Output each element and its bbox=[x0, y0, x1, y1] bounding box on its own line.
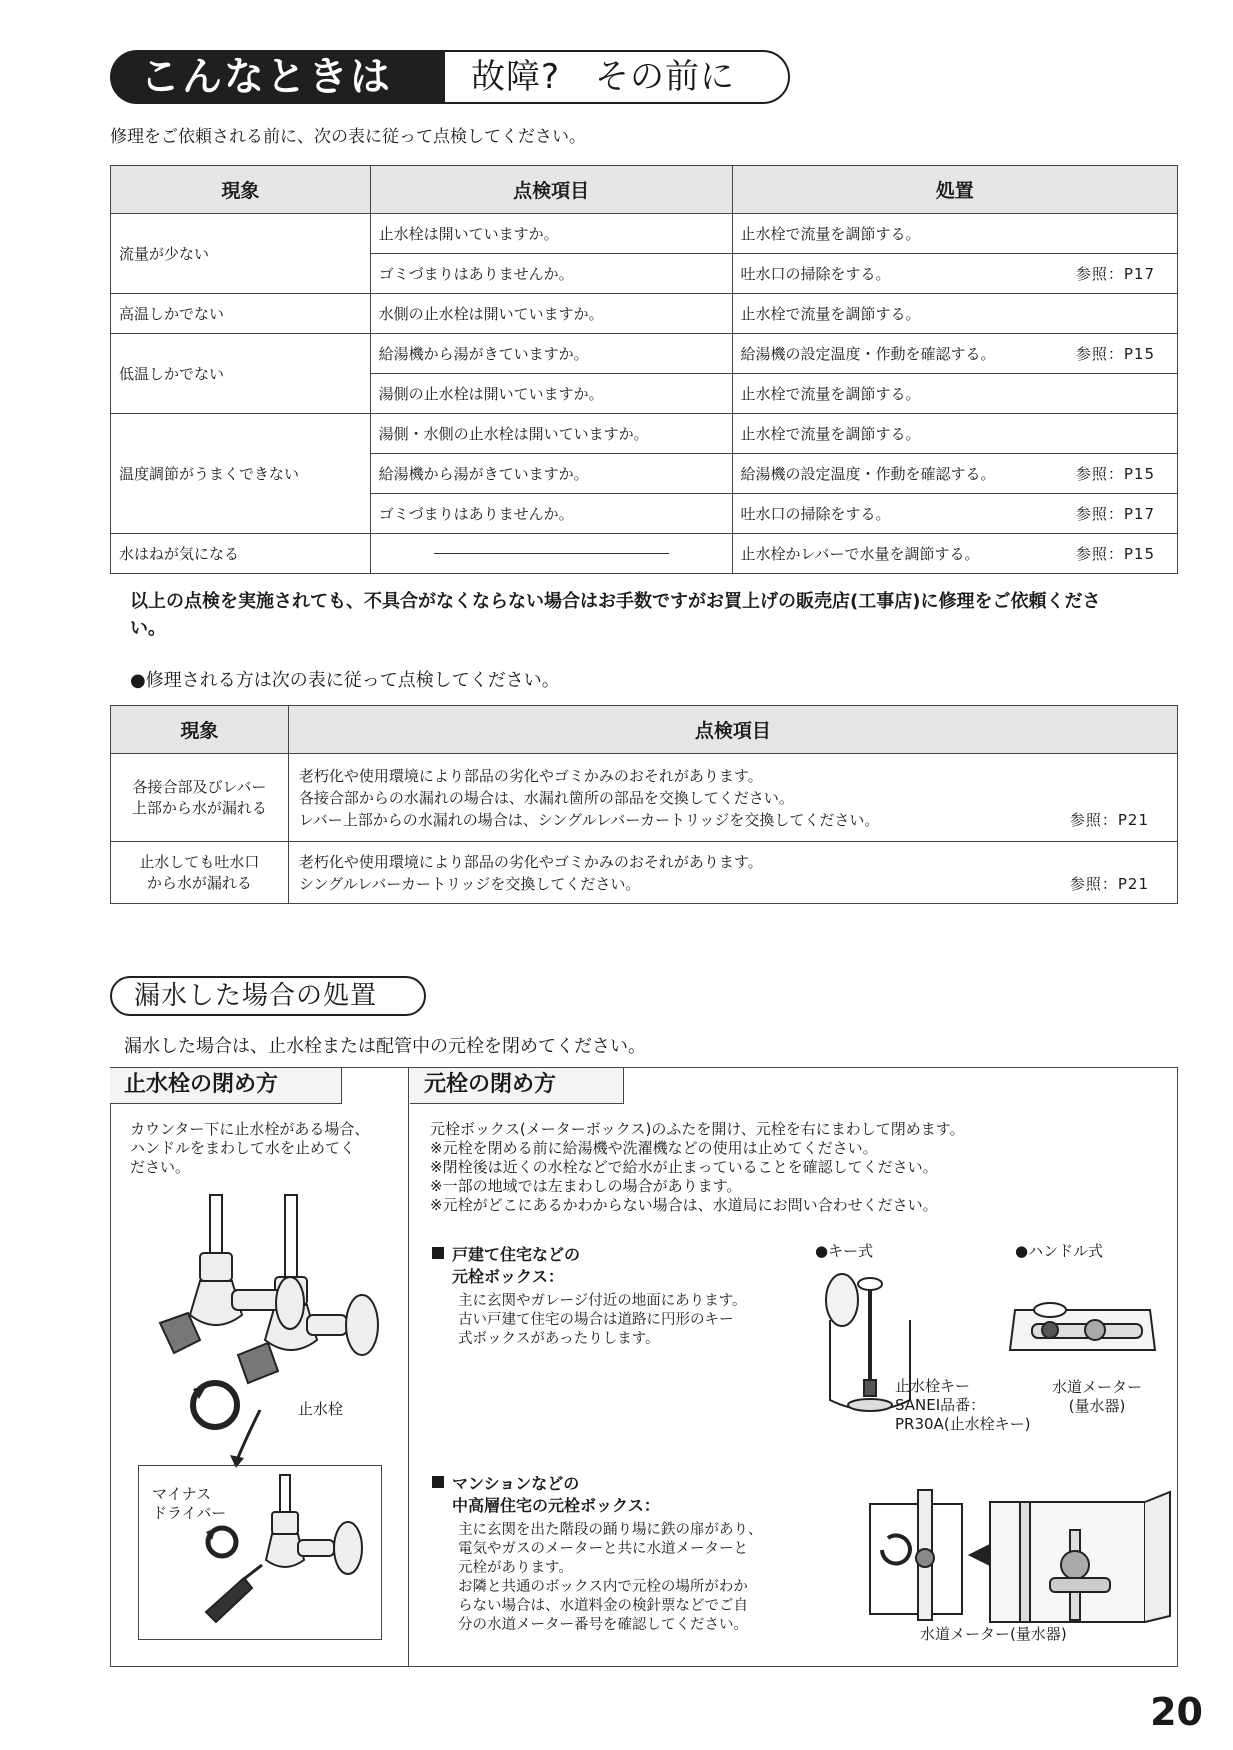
col-header-symptom: 現象 bbox=[111, 166, 371, 214]
heading-main-valve: 元栓の閉め方 bbox=[410, 1068, 624, 1104]
label-handle-type: ●ハンドル式 bbox=[1015, 1242, 1104, 1260]
text-line: SANEI品番： bbox=[895, 1396, 986, 1414]
text-line: 電気やガスのメーターと共に水道メーターと bbox=[458, 1541, 748, 1557]
action-cell bbox=[732, 534, 1177, 574]
handle-box-illustration bbox=[1010, 1290, 1160, 1370]
check-line: 老朽化や使用環境により部品の劣化やゴミかみのおそれがあります。 bbox=[298, 766, 763, 785]
page-reference: 参照：P15 bbox=[1075, 545, 1155, 563]
check-cell: ゴミづまりはありませんか。 bbox=[370, 254, 732, 294]
check-cell: 止水栓は開いていますか。 bbox=[370, 214, 732, 254]
action-cell bbox=[732, 214, 1177, 254]
check-cell: ゴミづまりはありませんか。 bbox=[370, 494, 732, 534]
action-text: 吐水口の掃除をする。 bbox=[740, 505, 891, 523]
section-title-leak: 漏水した場合の処置 bbox=[110, 976, 426, 1016]
text-line: 中高層住宅の元栓ボックス： bbox=[452, 1496, 660, 1515]
note-line: ※一部の地域では左まわしの場合があります。 bbox=[430, 1177, 742, 1195]
text-line: 戸建て住宅などの bbox=[452, 1245, 581, 1264]
text-line: カウンター下に止水栓がある場合、 bbox=[130, 1120, 370, 1138]
text-line: 古い戸建て住宅の場合は道路に円形のキー bbox=[458, 1312, 734, 1328]
table-row bbox=[111, 334, 1178, 374]
text-line: 元栓ボックス： bbox=[452, 1267, 564, 1286]
column-divider bbox=[408, 1067, 409, 1667]
table-row bbox=[111, 842, 1178, 904]
mansion-box-title bbox=[432, 1473, 660, 1517]
symptom-cell: 水はねが気になる bbox=[111, 534, 371, 574]
square-bullet-icon bbox=[432, 1476, 444, 1488]
label-water-meter bbox=[1052, 1378, 1142, 1416]
action-cell bbox=[732, 334, 1177, 374]
text-line: らない場合は、水道料金の検針票などでご自 bbox=[458, 1598, 748, 1614]
action-text: 給湯機の設定温度・作動を確認する。 bbox=[740, 345, 996, 363]
table-row bbox=[111, 214, 1178, 254]
col-header-check: 点検項目 bbox=[370, 166, 732, 214]
action-text: 吐水口の掃除をする。 bbox=[740, 265, 891, 283]
label-mansion-meter: 水道メーター(量水器) bbox=[920, 1625, 1067, 1643]
text-line: ハンドルをまわして水を止めてく bbox=[130, 1139, 356, 1157]
check-line: 老朽化や使用環境により部品の劣化やゴミかみのおそれがあります。 bbox=[298, 852, 763, 871]
check-cell: 湯側・水側の止水栓は開いていますか。 bbox=[370, 414, 732, 454]
repair-table bbox=[110, 705, 1178, 904]
text-line: マイナス bbox=[152, 1485, 212, 1503]
symptom-cell bbox=[111, 754, 289, 842]
repair-notice: 以上の点検を実施されても、不具合がなくならない場合はお手数ですがお買上げの販売店(工事店)に修理をご依頼ください。 bbox=[130, 591, 1101, 639]
section-intro-leak: 漏水した場合は、止水栓または配管中の元栓を閉めてください。 bbox=[124, 1036, 646, 1057]
symptom-line: 各接合部及びレバー bbox=[132, 777, 267, 796]
troubleshoot-table bbox=[110, 165, 1178, 574]
label-key-type: ●キー式 bbox=[815, 1242, 874, 1260]
symptom-cell: 温度調節がうまくできない bbox=[111, 414, 371, 534]
action-cell bbox=[732, 294, 1177, 334]
col-header-symptom: 現象 bbox=[111, 706, 289, 754]
check-cell: 水側の止水栓は開いていますか。 bbox=[370, 294, 732, 334]
action-text: 止水栓かレバーで水量を調節する。 bbox=[740, 545, 980, 563]
mansion-meter-illustration bbox=[870, 1490, 1170, 1630]
symptom-cell: 低温しかでない bbox=[111, 334, 371, 414]
action-text: 給湯機の設定温度・作動を確認する。 bbox=[740, 465, 996, 483]
action-cell bbox=[732, 374, 1177, 414]
text-line: 主に玄関やガレージ付近の地面にあります。 bbox=[458, 1293, 747, 1309]
table-row bbox=[111, 294, 1178, 334]
intro-text: 修理をご依頼される前に、次の表に従って点検してください。 bbox=[110, 127, 586, 147]
text-line: 主に玄関を出た階段の踊り場に鉄の扉があり、 bbox=[458, 1522, 763, 1538]
text-line: ださい。 bbox=[130, 1158, 191, 1176]
action-text: 止水栓で流量を調節する。 bbox=[740, 385, 921, 403]
symptom-cell: 高温しかでない bbox=[111, 294, 371, 334]
page-number: 20 bbox=[1150, 1690, 1203, 1734]
text-line: PR30A(止水栓キー) bbox=[895, 1415, 1031, 1433]
text-line: 止水栓キー bbox=[895, 1377, 971, 1395]
square-bullet-icon bbox=[432, 1247, 444, 1259]
note-line: ※元栓がどこにあるかわからない場合は、水道局にお問い合わせください。 bbox=[430, 1196, 938, 1214]
text-line: 元栓ボックス(メーターボックス)のふたを開け、元栓を右にまわして閉めます。 bbox=[430, 1120, 965, 1138]
action-cell bbox=[732, 494, 1177, 534]
screwdriver-illustration bbox=[200, 1470, 380, 1635]
heading-stop-valve: 止水栓の閉め方 bbox=[110, 1068, 342, 1104]
check-cell bbox=[288, 842, 1177, 904]
check-line: 各接合部からの水漏れの場合は、水漏れ箇所の部品を交換してください。 bbox=[298, 788, 794, 807]
page-reference: 参照：P21 bbox=[1069, 810, 1149, 829]
action-cell bbox=[732, 254, 1177, 294]
action-cell bbox=[732, 454, 1177, 494]
mansion-box-description bbox=[458, 1521, 798, 1635]
check-cell bbox=[370, 534, 732, 574]
table-row bbox=[111, 414, 1178, 454]
table-row bbox=[111, 534, 1178, 574]
col-header-check: 点検項目 bbox=[288, 706, 1177, 754]
symptom-cell bbox=[111, 842, 289, 904]
dash-line bbox=[434, 553, 669, 554]
text-line: マンションなどの bbox=[452, 1474, 580, 1493]
text-line: 水道メーター bbox=[1052, 1378, 1143, 1396]
text-line: ドライバー bbox=[152, 1504, 227, 1522]
text-line: お隣と共通のボックス内で元栓の場所がわか bbox=[458, 1579, 748, 1595]
house-box-title bbox=[432, 1244, 580, 1288]
check-cell: 給湯機から湯がきていますか。 bbox=[370, 334, 732, 374]
check-line: シングルレバーカートリッジを交換してください。 bbox=[298, 874, 641, 893]
text-line: (量水器) bbox=[1068, 1397, 1126, 1415]
page-title-banner bbox=[110, 50, 790, 104]
check-cell: 湯側の止水栓は開いていますか。 bbox=[370, 374, 732, 414]
repair-person-note: ●修理される方は次の表に従って点検してください。 bbox=[130, 670, 560, 691]
page-title-right: 故障? その前に bbox=[445, 50, 790, 104]
stop-valve-instructions bbox=[130, 1120, 400, 1177]
note-line: ※元栓を閉める前に給湯機や洗濯機などの使用は止めてください。 bbox=[430, 1139, 878, 1157]
check-line: レバー上部からの水漏れの場合は、シングルレバーカートリッジを交換してください。 bbox=[298, 810, 880, 829]
note-line: ※閉栓後は近くの水栓などで給水が止まっていることを確認してください。 bbox=[430, 1158, 938, 1176]
house-box-description bbox=[458, 1292, 798, 1349]
text-line: 分の水道メーター番号を確認してください。 bbox=[458, 1617, 748, 1633]
page-reference: 参照：P21 bbox=[1069, 874, 1149, 893]
page-title-left: こんなときは bbox=[110, 50, 445, 104]
check-cell bbox=[288, 754, 1177, 842]
label-valve-key bbox=[895, 1377, 1031, 1434]
main-valve-instructions bbox=[430, 1120, 1170, 1215]
page-reference: 参照：P17 bbox=[1075, 505, 1155, 523]
symptom-line: から水が漏れる bbox=[146, 873, 252, 892]
text-line: 式ボックスがあったりします。 bbox=[458, 1331, 660, 1347]
text-line: 元栓があります。 bbox=[458, 1560, 573, 1576]
symptom-line: 上部から水が漏れる bbox=[131, 798, 267, 817]
label-stop-valve: 止水栓 bbox=[298, 1400, 344, 1418]
page-reference: 参照：P17 bbox=[1075, 265, 1155, 283]
table-row bbox=[111, 754, 1178, 842]
page-reference: 参照：P15 bbox=[1075, 345, 1155, 363]
action-text: 止水栓で流量を調節する。 bbox=[740, 425, 921, 443]
check-cell: 給湯機から湯がきていますか。 bbox=[370, 454, 732, 494]
action-text: 止水栓で流量を調節する。 bbox=[740, 305, 921, 323]
col-header-action: 処置 bbox=[732, 166, 1177, 214]
symptom-cell: 流量が少ない bbox=[111, 214, 371, 294]
curve-arrow-icon bbox=[230, 1410, 270, 1470]
page-reference: 参照：P15 bbox=[1075, 465, 1155, 483]
action-text: 止水栓で流量を調節する。 bbox=[740, 225, 921, 243]
symptom-line: 止水しても吐水口 bbox=[139, 852, 260, 871]
action-cell bbox=[732, 414, 1177, 454]
